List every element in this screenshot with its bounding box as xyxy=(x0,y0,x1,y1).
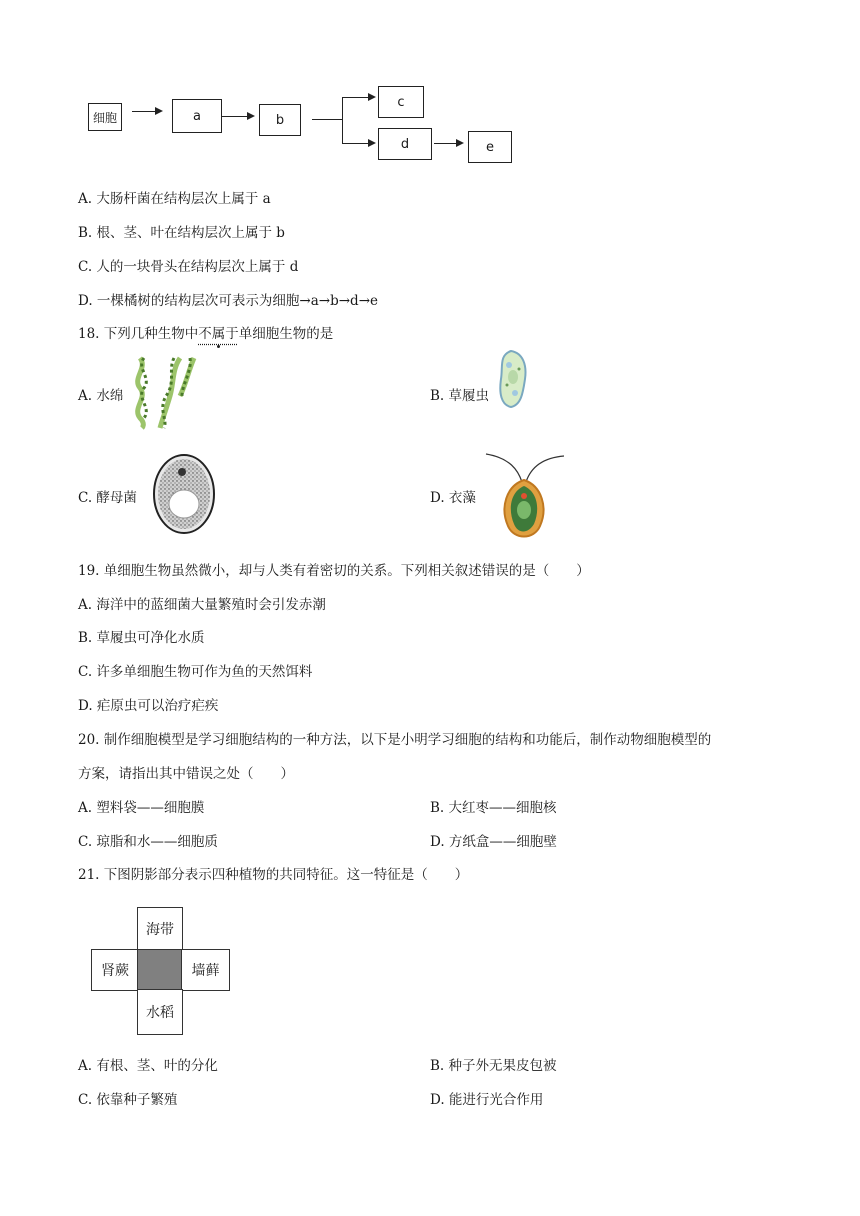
spirogyra-icon xyxy=(134,356,198,430)
cell-shuidao: 水稻 xyxy=(137,989,183,1035)
q17-option-c[interactable]: C. 人的一块骨头在结构层次上属于 d xyxy=(78,259,299,275)
q19-option-d[interactable]: D. 疟原虫可以治疗疟疾 xyxy=(78,698,219,714)
q19-option-c[interactable]: C. 许多单细胞生物可作为鱼的天然饵料 xyxy=(78,664,313,680)
q20-option-d[interactable]: D. 方纸盒——细胞壁 xyxy=(430,834,557,850)
yeast-icon xyxy=(152,452,216,536)
q18-stem-post: 单细胞生物的是 xyxy=(238,326,334,342)
q21-option-b[interactable]: B. 种子外无果皮包被 xyxy=(430,1058,557,1074)
arrow-line xyxy=(342,143,368,144)
q21-option-d[interactable]: D. 能进行光合作用 xyxy=(430,1092,544,1108)
q18-option-b[interactable]: B. 草履虫 xyxy=(430,388,490,404)
arrow-line xyxy=(342,97,368,98)
q18-stem-pre: 18. 下列几种生物中 xyxy=(78,326,199,342)
arrow-line xyxy=(132,111,156,112)
arrow-line xyxy=(222,116,248,117)
q20-option-b[interactable]: B. 大红枣——细胞核 xyxy=(430,800,557,816)
q18-stem xyxy=(78,322,333,342)
q17-option-b[interactable]: B. 根、茎、叶在结构层次上属于 b xyxy=(78,225,285,241)
q18-stem-emphasis: 不属于 xyxy=(198,322,239,342)
diagram-box-e: e xyxy=(468,131,512,163)
q20-option-a[interactable]: A. 塑料袋——细胞膜 xyxy=(78,800,205,816)
q18-option-d[interactable]: D. 衣藻 xyxy=(430,490,476,506)
diagram-box-c: c xyxy=(378,86,424,118)
shaded-common-feature xyxy=(137,949,183,991)
diagram-box-b: b xyxy=(259,104,301,136)
q19-stem: 19. 单细胞生物虽然微小，却与人类有着密切的关系。下列相关叙述错误的是（ ） xyxy=(78,563,590,579)
arrow-head-icon xyxy=(247,112,255,120)
q20-option-c[interactable]: C. 琼脂和水——细胞质 xyxy=(78,834,218,850)
cell-haidai: 海带 xyxy=(137,907,183,951)
q17-option-a[interactable]: A. 大肠杆菌在结构层次上属于 a xyxy=(78,191,271,207)
q19-option-a[interactable]: A. 海洋中的蓝细菌大量繁殖时会引发赤潮 xyxy=(78,597,326,613)
arrow-line xyxy=(312,119,342,120)
q18-option-a[interactable]: A. 水绵 xyxy=(78,388,124,404)
cell-qiangxian: 墙藓 xyxy=(181,949,230,991)
q19-option-b[interactable]: B. 草履虫可净化水质 xyxy=(78,630,205,646)
arrow-head-icon xyxy=(368,139,376,147)
q21-option-a[interactable]: A. 有根、茎、叶的分化 xyxy=(78,1058,218,1074)
diagram-box-d: d xyxy=(378,128,432,160)
q20-stem-line1: 20. 制作细胞模型是学习细胞结构的一种方法，以下是小明学习细胞的结构和功能后，制作动物细胞模型的 xyxy=(78,732,712,748)
branch-line xyxy=(342,97,343,143)
arrow-head-icon xyxy=(368,93,376,101)
arrow-line xyxy=(434,143,456,144)
q20-stem-line2: 方案，请指出其中错误之处（ ） xyxy=(78,766,294,782)
paramecium-icon xyxy=(497,349,529,409)
q21-stem: 21. 下图阴影部分表示四种植物的共同特征。这一特征是（ ） xyxy=(78,867,469,883)
diagram-box-a: a xyxy=(172,99,222,133)
arrow-head-icon xyxy=(456,139,464,147)
q18-option-c[interactable]: C. 酵母菌 xyxy=(78,490,137,506)
diagram-box-cell: 细胞 xyxy=(88,103,122,131)
q17-option-d[interactable]: D. 一棵橘树的结构层次可表示为细胞→a→b→d→e xyxy=(78,293,378,309)
cell-shenjue: 肾蕨 xyxy=(91,949,139,991)
q21-option-c[interactable]: C. 依靠种子繁殖 xyxy=(78,1092,178,1108)
chlamydomonas-icon xyxy=(482,452,568,542)
arrow-head-icon xyxy=(155,107,163,115)
